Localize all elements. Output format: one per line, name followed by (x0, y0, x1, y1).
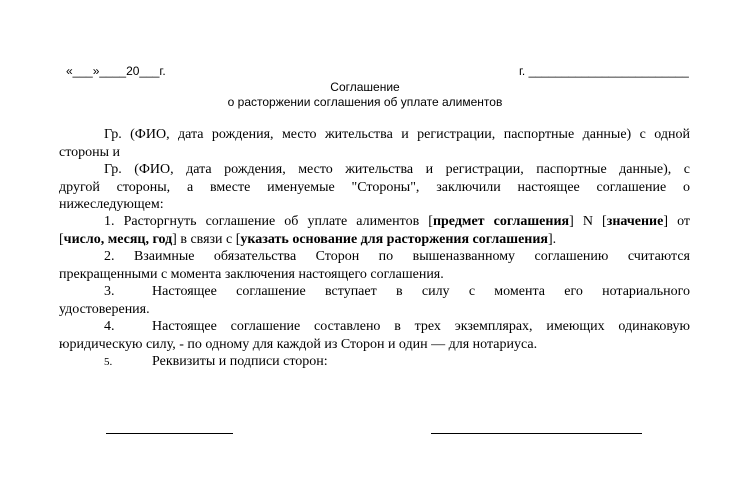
clause-4 (59, 318, 690, 353)
signature-line-right (431, 433, 642, 434)
signature-line-left (106, 433, 233, 434)
subject-placeholder: предмет соглашения (432, 214, 570, 229)
clause-1 (59, 213, 690, 248)
clause-2-line: 2. Взаимные обязательства Сторон по вышеназванному соглашению считаются (104, 249, 690, 264)
date-placeholder: «___»____20___г. (66, 64, 166, 78)
clause-3-line: 3. Настоящее соглашение вступает в силу с момента его нотариального (104, 284, 690, 299)
party-one-line: Гр. (ФИО, дата рождения, место жительства и регистрации, паспортные данные) с одной (104, 127, 690, 142)
clause-3 (59, 283, 690, 318)
clause-number: 3. (104, 284, 115, 299)
clause-1-line: 1. Расторгнуть соглашение об уплате алиментов [предмет соглашения] N [значение] от (104, 214, 690, 229)
value-placeholder: значение (606, 214, 664, 229)
clause-2 (59, 248, 690, 283)
reason-placeholder: указать основание для расторжения соглашения (240, 231, 548, 247)
party-two-paragraph (59, 161, 690, 214)
date-placeholder-bold: число, месяц, год (63, 231, 173, 247)
party-two-line: нижеследующем: (59, 197, 164, 212)
clause-number: 5. (104, 356, 113, 368)
document-subtitle: о расторжении соглашения об уплате алиментов (227, 95, 503, 109)
party-two-line: Гр. (ФИО, дата рождения, место жительства и регистрации, паспортные данные), с (104, 162, 690, 177)
clause-1-line: [число, месяц, год] в связи с [указать основание для расторжения соглашения]. (59, 231, 557, 247)
clause-4-line: юридическую силу, - по одному для каждой из Сторон и один — для нотариуса. (59, 336, 538, 352)
clause-4-line: 4. Настоящее соглашение составлено в трех экземплярах, имеющих одинаковую (104, 319, 690, 334)
clause-3-line: удостоверения. (59, 301, 150, 317)
clause-2-line: прекращенными с момента заключения настоящего соглашения. (59, 266, 444, 282)
party-one-line: стороны и (59, 144, 121, 160)
party-two-line: другой стороны, а вместе именуемые "Стороны", заключили настоящее соглашение о (59, 179, 690, 195)
party-one-paragraph (59, 126, 690, 161)
clause-5 (59, 353, 690, 372)
clause-number: 4. (104, 319, 115, 334)
document-title: Соглашение (330, 80, 400, 94)
place-placeholder: г. ________________________ (519, 64, 689, 78)
clause-5-line: 5. Реквизиты и подписи сторон: (59, 353, 690, 372)
